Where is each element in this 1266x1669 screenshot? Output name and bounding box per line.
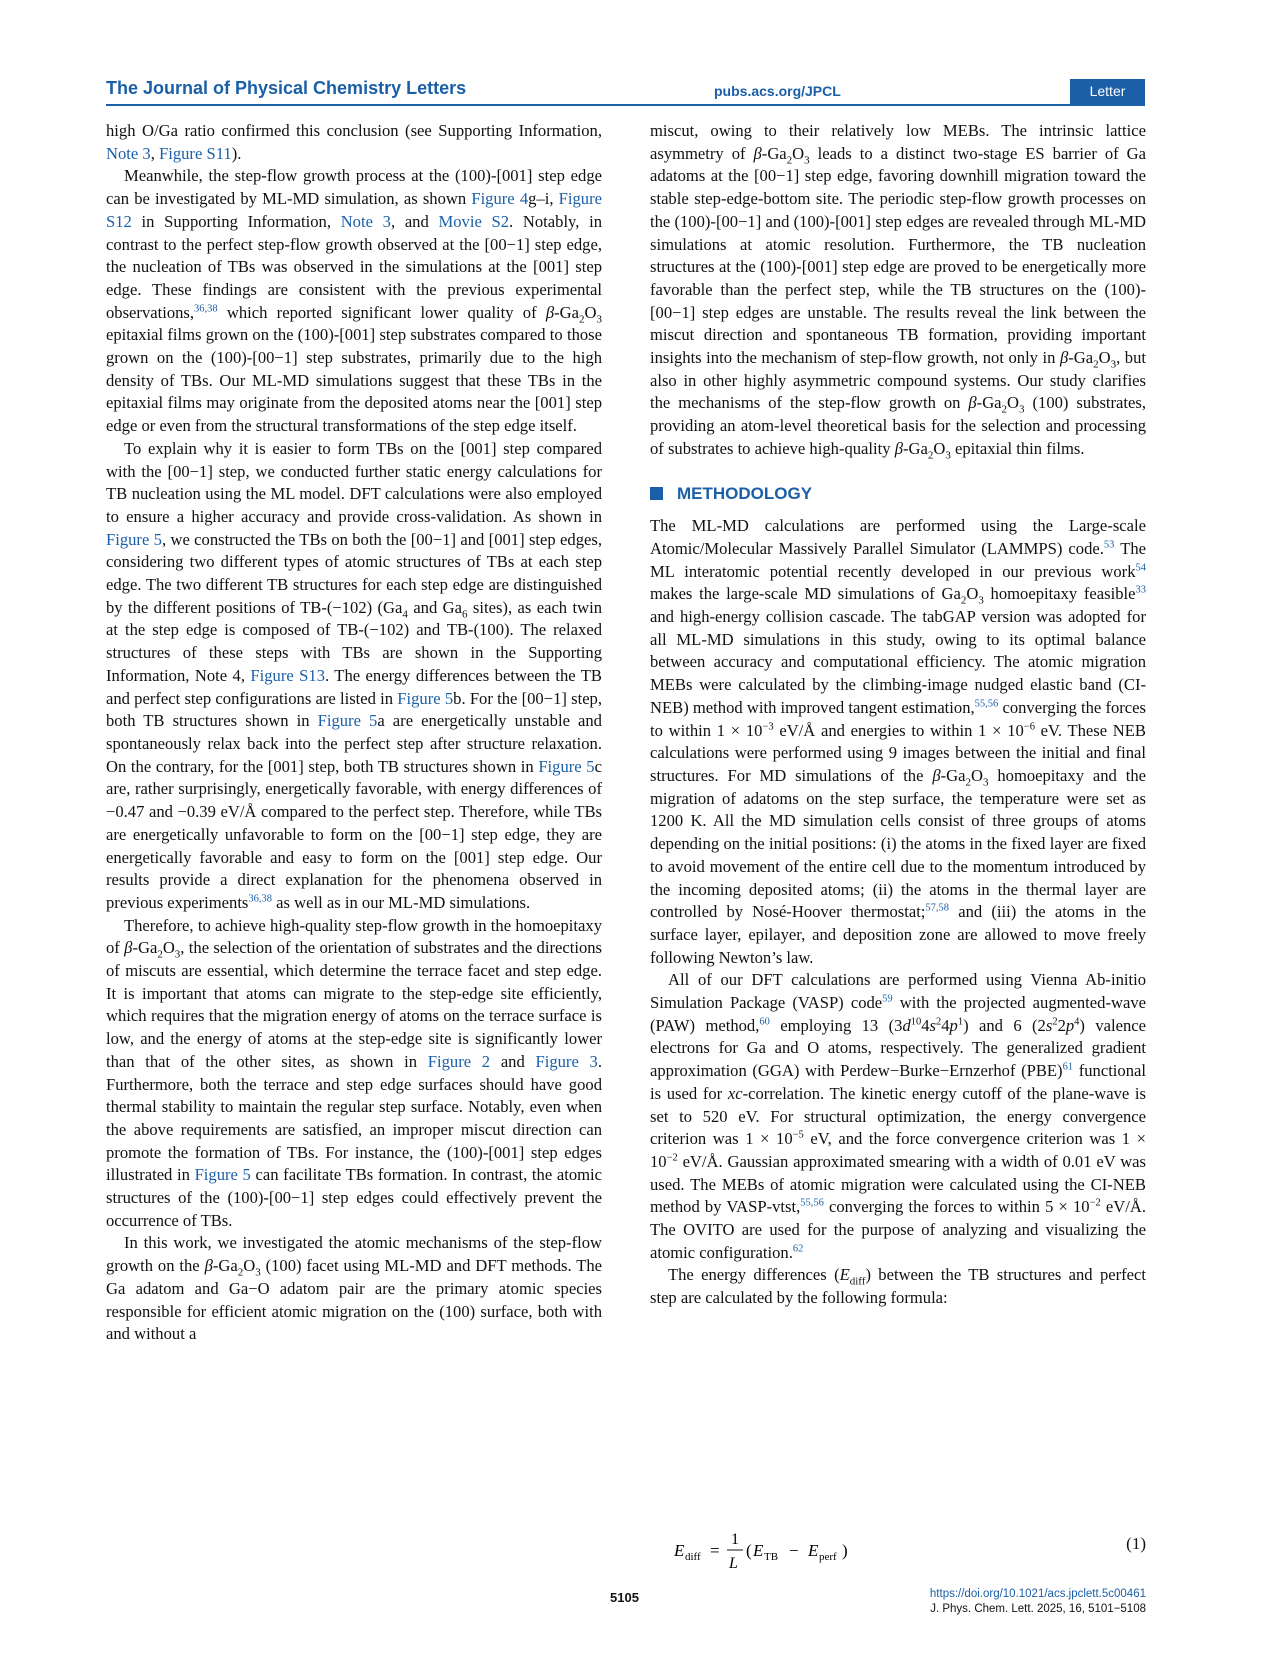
link-note-3[interactable]: Note 3: [340, 211, 391, 231]
link-figure-s11[interactable]: Figure S11: [159, 143, 232, 163]
link-movie-s2[interactable]: Movie S2: [438, 211, 510, 231]
link-figure-4[interactable]: Figure 4: [471, 189, 529, 209]
link-figure-5[interactable]: Figure 5: [106, 529, 162, 549]
svg-text:TB: TB: [764, 1551, 779, 1563]
paragraph: In this work, we investigated the atomic mechanisms of the step-flow growth on the $\beta-Ga_2O_3$ (100) facet using ML-MD and DFT methods. The Ga adatom and Ga−O adatom pair are the primary atomic species responsible for efficient atomic migration on the (100) surface, both with and without a: [106, 1233, 603, 1344]
svg-text:E: E: [808, 1541, 819, 1560]
svg-text:E: E: [753, 1541, 764, 1560]
journal-citation: J. Phys. Chem. Lett. 2025, 16, 5101−5108: [930, 1603, 1146, 1615]
paragraph: Therefore, to achieve high-quality step-flow growth in the homoepitaxy of $\beta-Ga_2O_3$, the selection of the orientation of substrates and the directions of miscuts are essential, which determine the terrace facet and step edge. It is important that atoms can migrate to the step-edge site efficiently, which requires that the migration energy of atoms on the terrace surface is low, and the energy of atoms at the step-edge site is significantly lower than that of the other sites, as shown in Figure 2 and Figure 3. Furthermore, both the terrace and step edge surfaces should have good thermal stability to maintain the regular step surface. Notably, even when the above requirements are satisfied, an improper miscut direction can promote the formation of TBs. For instance, the (100)-[001] step edges illustrated in Figure 5 can facilitate TBs formation. In contrast, the atomic structures of the (100)-[00−1] step edges could effectively prevent the occurrence of TBs.: [106, 915, 602, 1230]
link-figure-s13[interactable]: Figure S13: [250, 665, 326, 685]
paragraph: Meanwhile, the step-flow growth process at the (100)-[001] step edge can be investigated by ML-MD simulation, as shown Figure 4g–i, Figure S12 in Supporting Information, Note 3, and Movie S2. Notably, in contrast to the perfect step-flow growth observed at the [00−1] step edge, the nucleation of TBs was observed in the simulations at the [001] step edge. These findings are consistent with the previous experimental observations,$^{36,38}$ which reported significant lower quality of $\beta-Ga_2O_3$ epitaxial films grown on the (100)-[001] step substrates compared to those grown on the (100)-[00−1] step substrates, primarily due to the high density of TBs. Our ML-MD simulations suggest that these TBs in the epitaxial films may originate from the deposited atoms near the [001] step edge or even from the structural transformations of the step edge itself.: [106, 166, 603, 436]
paragraph: The ML-MD calculations are performed using the Large-scale Atomic/Molecular Massively Parallel Simulator (LAMMPS) code.$^{53}$ The ML interatomic potential recently developed in our previous work$^{54}$ makes the large-scale MD simulations of $Ga_2O_3$ homoepitaxy feasible$^{33}$ and high-energy collision cascade. The tabGAP version was adopted for all ML-MD simulations in this study, owing to its optimal balance between accuracy and computational efficiency. The atomic migration MEBs were calculated by the climbing-image nudged elastic band (CI-NEB) method with improved tangent estimation,$^{55,56}$ converging the forces to within $1 \times 10^{-3}$ eV/Å and energies to within $1 \times 10^{-6}$ eV. These NEB calculations were performed using 9 images between the initial and final structures. For MD simulations of the $\beta-Ga_2O_3$ homoepitaxy and the migration of adatoms on the step surface, the temperature were set as 1200 K. All the MD simulation cells consist of three groups of atoms depending on the initial positions: (i) the atoms in the fixed layer are fixed to avoid movement of the entire cell due to the momentum introduced by the incoming deposited atoms; (ii) the atoms in the thermal layer are controlled by Nosé-Hoover thermostat;$^{57,58}$ and (iii) the atoms in the surface layer, epilayer, and deposition zone are allowed to move freely following Newton’s law.: [650, 516, 1146, 967]
link-figure-3[interactable]: Figure 3: [535, 1051, 598, 1071]
link-figure-5[interactable]: Figure 5: [538, 756, 595, 776]
link-figure-5[interactable]: Figure 5: [194, 1165, 251, 1185]
article-type-badge: Letter: [1070, 79, 1145, 104]
paragraph: high O/Ga ratio confirmed this conclusion (see Supporting Information, Note 3, Figure S11).: [106, 121, 602, 163]
section-heading: [650, 483, 1146, 506]
link-note-3[interactable]: Note 3: [106, 143, 151, 163]
link-figure-s12[interactable]: Figure S12: [106, 189, 602, 231]
svg-text:diff: diff: [685, 1551, 701, 1563]
link-figure-5[interactable]: Figure 5: [397, 688, 454, 708]
equation-number: (1): [1126, 1534, 1146, 1553]
svg-text:E: E: [674, 1541, 685, 1560]
svg-text:1: 1: [731, 1531, 739, 1548]
paragraph: miscut, owing to their relatively low MEBs. The intrinsic lattice asymmetry of $\beta-Ga_2O_3$ leads to a distinct two-stage ES barrier of Ga adatoms at the [00−1] step edge, favoring downhill migration toward the stable step-edge-bottom site. The periodic step-flow growth processes on the (100)-[00−1] and (100)-[001] step edges are revealed through ML-MD simulations at atomic resolution. Furthermore, the TB nucleation structures at the (100)-[001] step edge are proved to be energetically more favorable than the perfect step, while the TB structures on the (100)-[00−1] step edges are unstable. The results reveal the link between the miscut direction and spontaneous TB formation, providing important insights into the mechanism of step-flow growth, not only in $\beta-Ga_2O_3$, but also in other highly asymmetric compound systems. Our study clarifies the mechanisms of the step-flow growth on $\beta-Ga_2O_3$ (100) substrates, providing an atom-level theoretical basis for the selection and processing of substrates to achieve high-quality $\beta-Ga_2O_3$ epitaxial thin films.: [650, 121, 1146, 462]
paragraph: The energy differences $(E_{diff})$ between the TB structures and perfect step are calculated by the following formula:: [650, 1265, 1146, 1308]
svg-text:L: L: [729, 1555, 738, 1572]
section-square-icon: [650, 487, 663, 500]
equation-1: [650, 1520, 1146, 1574]
paragraph: All of our DFT calculations are performed using Vienna Ab-initio Simulation Package (VASP) code$^{59}$ with the projected augmented-wave (PAW) method,$^{60}$ employing 13 $(3d^{10}4s^24p^1)$ and 6 $(2s^22p^4)$ valence electrons for Ga and O atoms, respectively. The generalized gradient approximation (GGA) with Perdew−Burke−Ernzerhof (PBE)$^{61}$ functional is used for xc-correlation. The kinetic energy cutoff of the plane-wave is set to 520 eV. For structural optimization, the energy convergence criterion was $1 \times 10^{-5}$ eV, and the force convergence criterion was $1 \times 10^{-2}$ eV/Å. Gaussian approximated smearing with a width of 0.01 eV was used. The MEBs of atomic migration were calculated using the CI-NEB method by VASP-vtst,$^{55,56}$ converging the forces to within $5 \times 10^{-2}$ eV/Å. The OVITO are used for the purpose of analyzing and visualizing the atomic configuration.$^{62}$: [650, 970, 1146, 1262]
svg-text:−: −: [789, 1541, 799, 1560]
equation-formula: [674, 1522, 934, 1574]
svg-text:(: (: [746, 1541, 752, 1560]
svg-text:=: =: [710, 1541, 720, 1560]
svg-text:perf: perf: [819, 1551, 837, 1563]
link-figure-5[interactable]: Figure 5: [317, 711, 378, 731]
right-column: [650, 120, 1146, 1310]
journal-title: The Journal of Physical Chemistry Letters: [106, 78, 467, 98]
doi-link[interactable]: https://doi.org/10.1021/acs.jpclett.5c00461: [929, 1588, 1146, 1600]
paragraph: To explain why it is easier to form TBs on the [001] step compared with the [00−1] step, we conducted further static energy calculations for TB nucleation using the ML model. DFT calculations were also employed to ensure a higher accuracy and provide cross-validation. As shown in Figure 5, we constructed the TBs on both the [00−1] and [001] step edges, considering two different types of atomic structures of TBs at each step edge. The two different TB structures for each step edge are distinguished by the different positions of TB-(−102) ($Ga_4$ and $Ga_6$ sites), as each twin at the step edge is composed of TB-(−102) and TB-(100). The relaxed structures of these steps with TBs are shown in the Supporting Information, Note 4, Figure S13. The energy differences between the TB and perfect step configurations are listed in Figure 5b. For the [00−1] step, both TB structures shown in Figure 5a are energetically unstable and spontaneously relax back into the perfect step after structure relaxation. On the contrary, for the [001] step, both TB structures shown in Figure 5c are, rather surprisingly, energetically favorable, with energy differences of −0.47 and −0.39 eV/Å compared to the perfect step. Therefore, while TBs are energetically unfavorable to form on the [00−1] step edge, they are energetically favorable and easy to form on the [001] step edge. Our results provide a direct explanation for the phenomena observed in previous experiments$^{36,38}$ as well as in our ML-MD simulations.: [106, 438, 603, 912]
header-rule: [106, 104, 1145, 106]
page-number: 5105: [610, 1590, 639, 1605]
journal-url-link[interactable]: pubs.acs.org/JPCL: [714, 83, 841, 99]
svg-text:): ): [842, 1541, 848, 1560]
link-figure-2[interactable]: Figure 2: [427, 1051, 491, 1071]
section-heading-text: METHODOLOGY: [677, 483, 813, 503]
left-column: [106, 120, 602, 1346]
